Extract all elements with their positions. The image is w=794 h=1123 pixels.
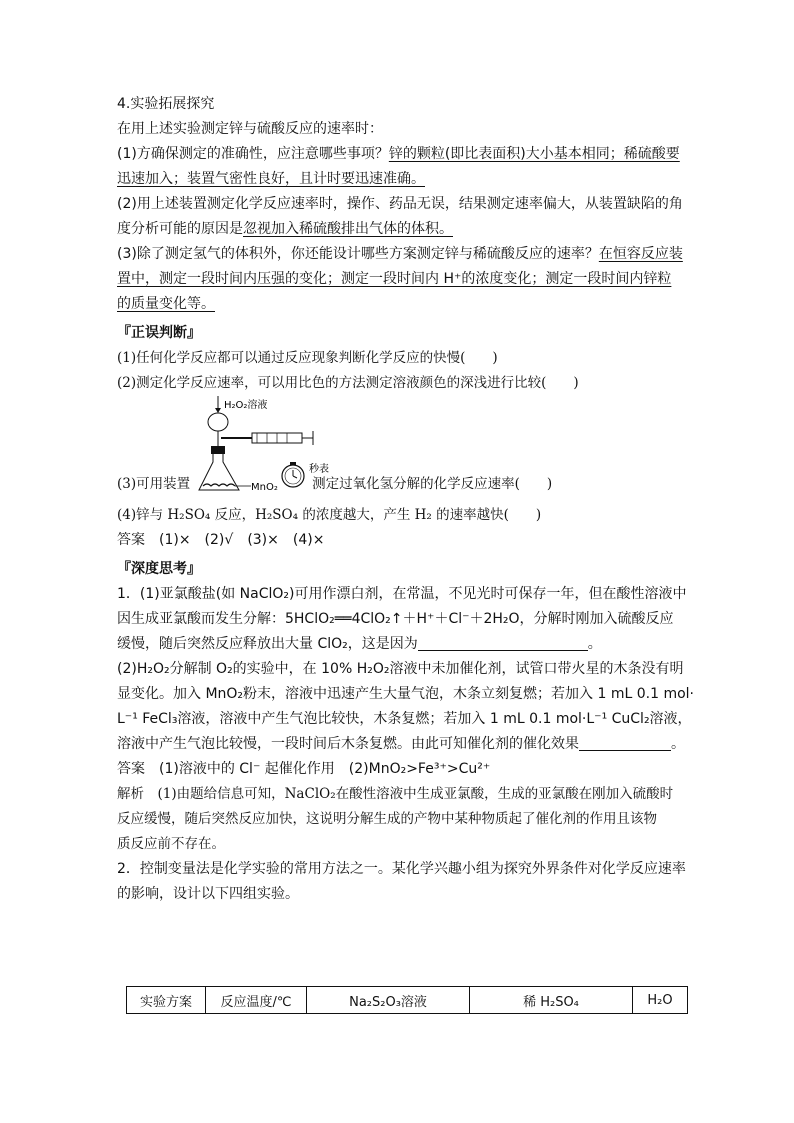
table-header-cell: Na₂S₂O₃溶液 [307, 987, 470, 1014]
judge-item-2: (2)测定化学反应速率，可以用比色的方法测定溶液颜色的深浅进行比较( ) [117, 375, 579, 391]
judge-item-1: (1)任何化学反应都可以通过反应现象判断化学反应的快慢( ) [117, 350, 498, 366]
apparatus-figure [117, 396, 677, 491]
table-header-cell: 实验方案 [127, 987, 206, 1014]
deep-q1-cont: 因生成亚氯酸而发生分解：5HClO₂══4ClO₂↑＋H⁺＋Cl⁻＋2H₂O，分解时刚加入硫酸反应 [117, 611, 674, 627]
mno2-label: MnO₂ [251, 482, 278, 491]
judge-heading: 『正误判断』 [117, 325, 201, 341]
table-header-cell: H₂O [633, 987, 688, 1014]
deep-heading: 『深度思考』 [117, 561, 201, 577]
deep-analysis: 解析 (1)由题给信息可知，NaClO₂在酸性溶液中生成亚氯酸，生成的亚氯酸在刚加入硫酸时 [117, 786, 674, 802]
table-header-row [127, 987, 688, 1014]
judge-item-3: (3)可用装置 测定过氧化氢分解的化学反应速率( ) [117, 476, 553, 492]
question-3-cont: 置中，测定一段时间内压强的变化；测定一段时间内 H⁺的浓度变化；测定一段时间内锌粒 [117, 271, 672, 287]
stopwatch-label: 秒表 [309, 464, 329, 475]
deep-q1-cont2: 缓慢，随后突然反应释放出大量 ClO₂，这是因为 。 [117, 636, 602, 652]
intro-text: 在用上述实验测定锌与硫酸反应的速率时： [117, 121, 383, 137]
answer-blank [579, 734, 671, 751]
question-3-cont2: 的质量变化等。 [117, 296, 215, 312]
question-3: (3)除了测定氢气的体积外，你还能设计哪些方案测定锌与稀硫酸反应的速率？在恒容反应装 [117, 246, 683, 262]
answer-blank [418, 634, 588, 651]
deep-q2-cont2: L⁻¹ FeCl₃溶液，溶液中产生气泡比较快，木条复燃；若加入 1 mL 0.1 mol·L⁻¹ CuCl₂溶液， [117, 711, 692, 727]
deep-q2-cont: 显变化。加入 MnO₂粉末，溶液中迅速产生大量气泡，木条立刻复燃；若加入 1 mL 0.1 mol· [117, 686, 694, 702]
deep-q1: 1．(1)亚氯酸盐(如 NaClO₂)可用作漂白剂，在常温，不见光时可保存一年，但在酸性溶液中 [117, 586, 687, 602]
deep-analysis-cont: 反应缓慢，随后突然反应加快，这说明分解生成的产物中某种物质起了催化剂的作用且该物 [117, 811, 657, 827]
judge-answer: 答案 (1)× (2)√ (3)× (4)× [117, 532, 325, 548]
table-header-cell: 稀 H₂SO₄ [470, 987, 633, 1014]
question-2: (2)用上述装置测定化学反应速率时，操作、药品无误，结果测定速率偏大，从装置缺陷的角 [117, 196, 683, 212]
h2o2-label: H₂O₂溶液 [224, 400, 268, 411]
question-1: (1)方确保测定的准确性，应注意哪些事项？锌的颗粒(即比表面积)大小基本相同；稀硫酸要 [117, 146, 680, 162]
deep-q3: 2．控制变量法是化学实验的常用方法之一。某化学兴趣小组为探究外界条件对化学反应速率 [117, 861, 686, 877]
deep-q3-cont: 的影响，设计以下四组实验。 [117, 886, 299, 902]
section-heading: 4.实验拓展探究 [117, 96, 215, 112]
question-1-cont: 迅速加入；装置气密性良好，且计时要迅速准确。 [117, 171, 425, 187]
judge-item-4: (4)锌与 H₂SO₄ 反应，H₂SO₄ 的浓度越大，产生 H₂ 的速率越快( ) [117, 507, 542, 523]
table-header-cell: 反应温度/℃ [206, 987, 307, 1014]
deep-analysis-cont2: 质反应前不存在。 [117, 836, 225, 852]
experiment-table [126, 986, 688, 1014]
deep-q2-cont3: 溶液中产生气泡比较慢，一段时间后木条复燃。由此可知催化剂的催化效果 。 [117, 736, 685, 752]
deep-q2: (2)H₂O₂分解制 O₂的实验中，在 10% H₂O₂溶液中未加催化剂，试管口带火星的木条没有明 [117, 661, 684, 677]
content-column [117, 92, 694, 907]
deep-answer: 答案 (1)溶液中的 Cl⁻ 起催化作用 (2)MnO₂>Fe³⁺>Cu²⁺ [117, 761, 491, 777]
question-2-cont: 度分析可能的原因是忽视加入稀硫酸排出气体的体积。 [117, 221, 453, 237]
